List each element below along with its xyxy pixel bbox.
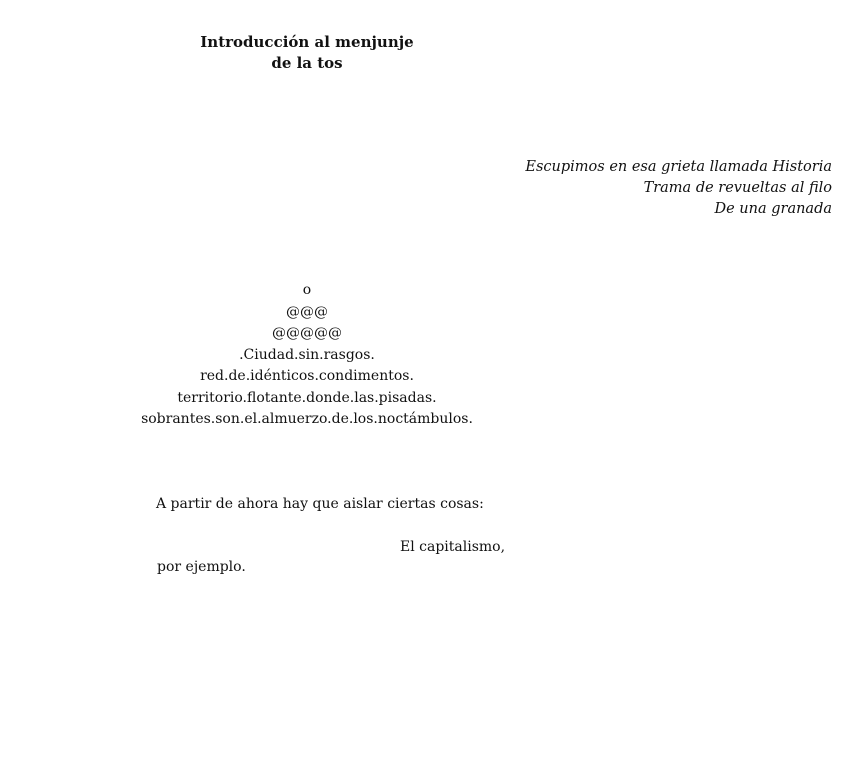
shape-line-2: @@@ [286,303,328,320]
shape-line-6: territorio.flotante.donde.las.pisadas. [177,389,437,406]
shape-line-5: red.de.idénticos.condimentos. [200,368,414,384]
shape-line-4: .Ciudad.sin.rasgos. [239,346,375,363]
body-line-1: A partir de ahora hay que aislar ciertas cosas: [156,496,484,512]
body-line-3: por ejemplo. [157,559,246,575]
shape-line-3: @@@@@ [272,325,342,341]
title-line-2: de la tos [271,54,343,72]
shape-poem [110,280,504,431]
shape-line-7: sobrantes.son.el.almuerzo.de.los.noctámbulos. [141,411,473,427]
epigraph-line-3: De una granada [714,201,832,217]
epigraph-line-2: Trama de revueltas al filo [643,180,832,196]
body-line-2: El capitalismo, [400,539,506,555]
epigraph [525,157,832,220]
title-line-1: Introducción al menjunje [200,33,414,51]
poem-title [160,32,454,74]
epigraph-line-1: Escupimos en esa grieta llamada Historia [525,159,832,175]
shape-line-1: o [302,282,312,298]
